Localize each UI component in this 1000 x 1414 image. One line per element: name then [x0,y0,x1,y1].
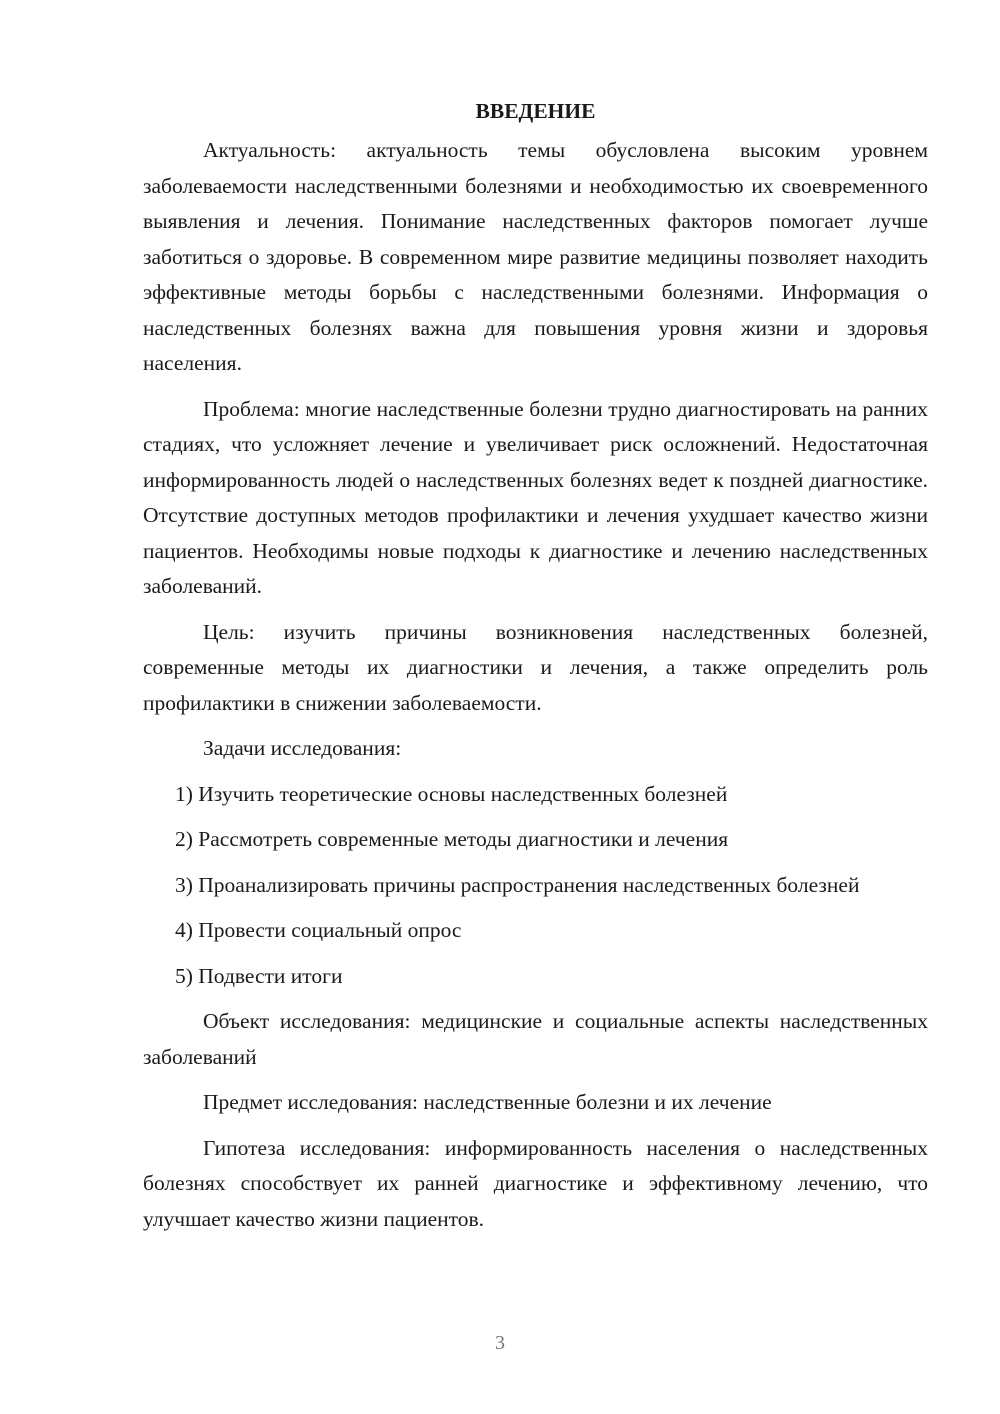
task-item-3: 3) Проанализировать причины распространения наследственных болезней [175,872,860,897]
paragraph-object: Объект исследования: медицинские и социальные аспекты наследственных заболеваний [143,1009,928,1069]
paragraph-goal: Цель: изучить причины возникновения наследственных болезней, современные методы их диагностики и лечения, а также определить роль профилактики в снижении заболеваемости. [143,619,928,715]
task-item-4: 4) Провести социальный опрос [175,918,462,942]
paragraph-hypothesis: Гипотеза исследования: информированность населения о наследственных болезнях способствует их ранней диагностике и эффективному лечению, что улучшает качество жизни пациентов. [143,1135,928,1231]
page-number: 3 [495,1332,505,1354]
paragraph-problem: Проблема: многие наследственные болезни трудно диагностировать на ранних стадиях, что усложняет лечение и увеличивает риск осложнений. Недостаточная информированность людей о наследственных болезнях ведет к поздней диагностике. Отсутствие доступных методов профилактики и лечения ухудшает качество жизни пациентов. Необходимы новые подходы к диагностике и лечению наследственных заболеваний. [143,396,928,598]
page-content [143,94,928,1247]
tasks-heading: Задачи исследования: [203,736,402,760]
task-item-5: 5) Подвести итоги [175,963,343,988]
task-item-1: 1) Изучить теоретические основы наследственных болезней [175,781,728,806]
section-title: ВВЕДЕНИЕ [475,99,596,123]
task-item-2: 2) Рассмотреть современные методы диагностики и лечения [175,827,729,851]
paragraph-relevance: Актуальность: актуальность темы обусловлена высоким уровнем заболеваемости наследственными болезнями и необходимостью их своевременного выявления и лечения. Понимание наследственных факторов помогает лучше заботиться о здоровье. В современном мире развитие медицины позволяет находить эффективные методы борьбы с наследственными болезнями. Информация о наследственных болезнях важна для повышения уровня жизни и здоровья населения. [143,138,928,375]
paragraph-subject: Предмет исследования: наследственные болезни и их лечение [203,1090,772,1114]
